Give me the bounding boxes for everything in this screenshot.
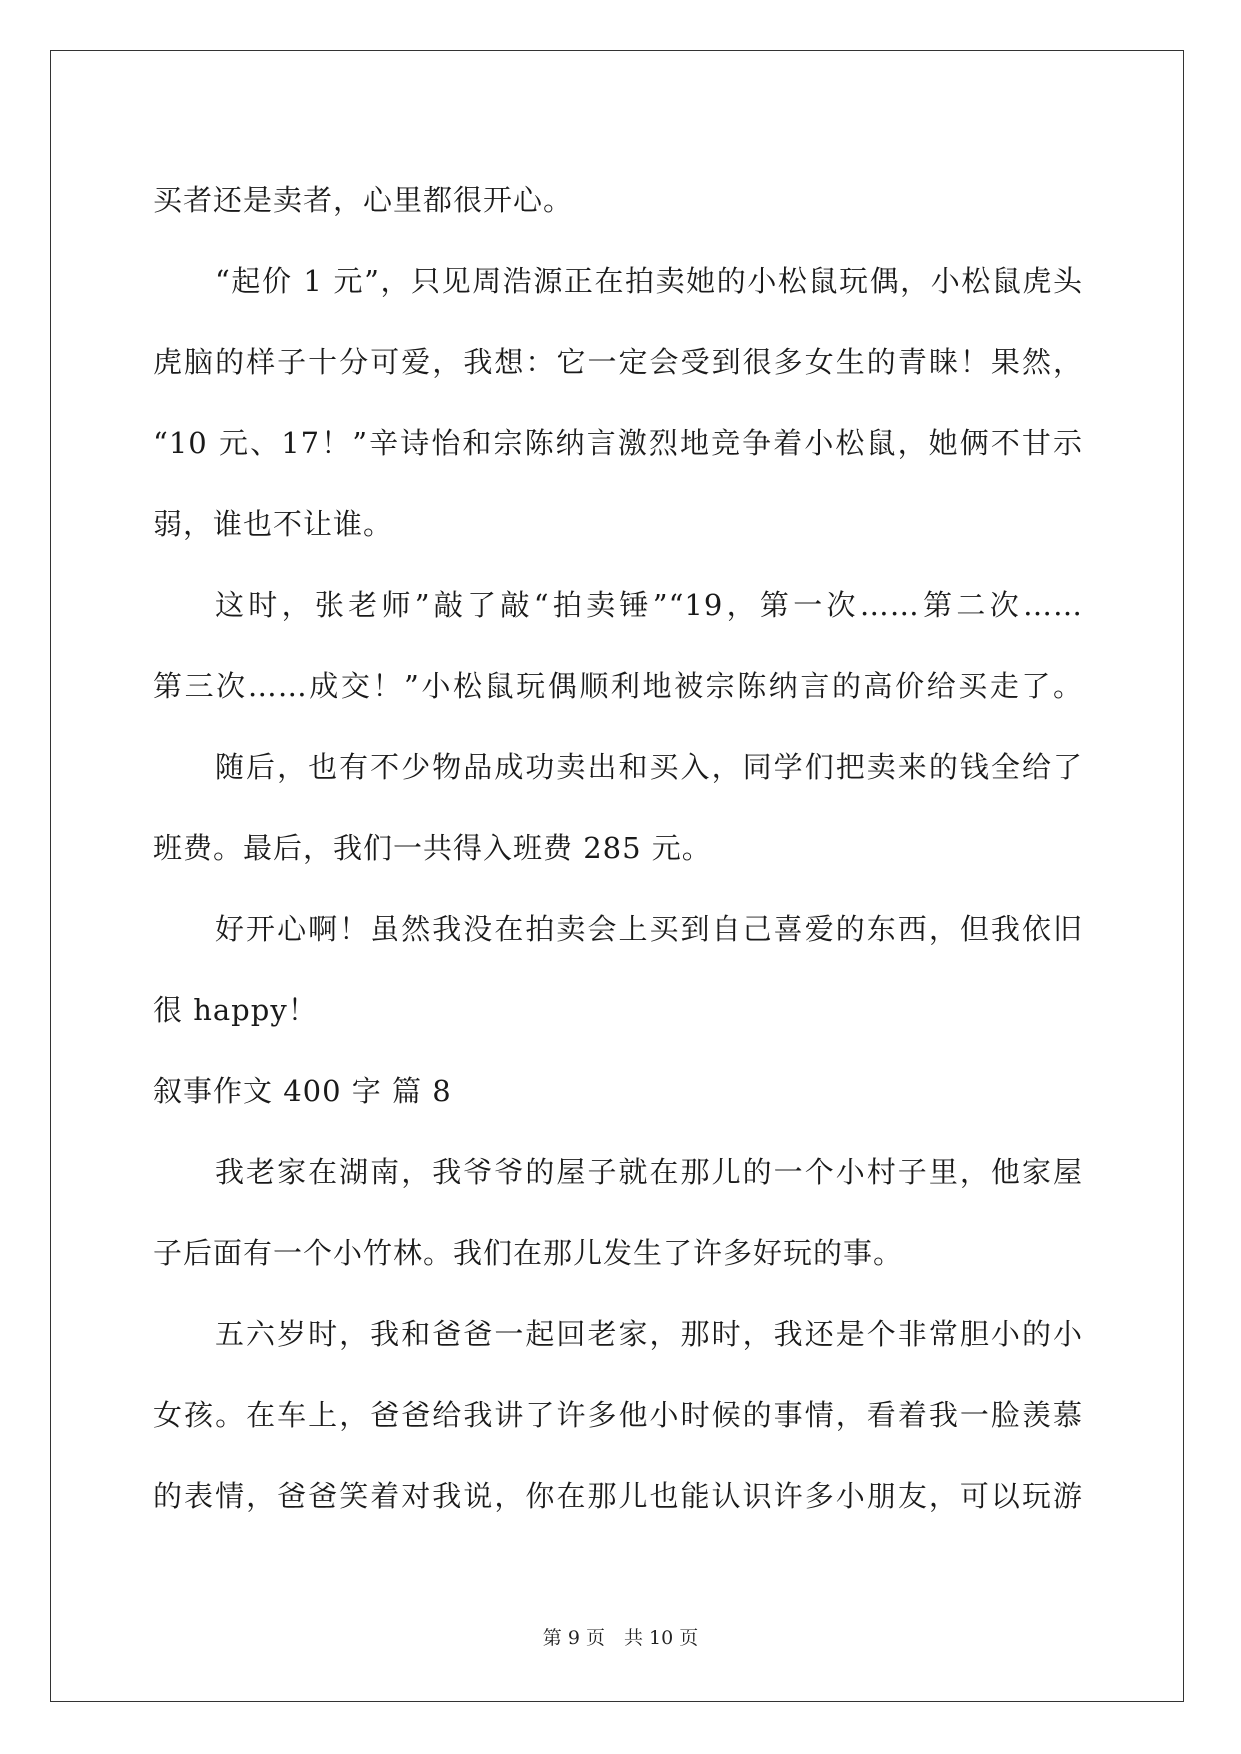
text-line: “起价 1 元”，只见周浩源正在拍卖她的小松鼠玩偶，小松鼠虎头 [215, 264, 1083, 298]
text-line: 买者还是卖者，心里都很开心。 [153, 183, 574, 217]
text-line: 第三次……成交！”小松鼠玩偶顺利地被宗陈纳言的高价给买走了。 [153, 669, 1083, 703]
text-line: 的表情，爸爸笑着对我说，你在那儿也能认识许多小朋友，可以玩游 [153, 1479, 1083, 1513]
page-number: 第 9 页 共 10 页 [542, 1627, 699, 1649]
text-line: 五六岁时，我和爸爸一起回老家，那时，我还是个非常胆小的小 [215, 1317, 1083, 1351]
text-line: “10 元、17！”辛诗怡和宗陈纳言激烈地竞争着小松鼠，她俩不甘示 [153, 426, 1083, 460]
text-line: 班费。最后，我们一共得入班费 285 元。 [153, 831, 712, 865]
text-line: 这时，张老师”敲了敲“拍卖锤”“19，第一次……第二次…… [215, 588, 1083, 622]
text-line: 虎脑的样子十分可爱，我想：它一定会受到很多女生的青睐！果然， [153, 345, 1083, 379]
text-line: 随后，也有不少物品成功卖出和买入，同学们把卖来的钱全给了 [215, 750, 1083, 784]
text-line: 我老家在湖南，我爷爷的屋子就在那儿的一个小村子里，他家屋 [215, 1155, 1083, 1189]
text-line: 女孩。在车上，爸爸给我讲了许多他小时候的事情，看着我一脸羡慕 [153, 1398, 1083, 1432]
text-line: 好开心啊！虽然我没在拍卖会上买到自己喜爱的东西，但我依旧 [215, 912, 1083, 946]
document-body [153, 160, 1083, 1537]
text-line: 很 happy！ [153, 993, 318, 1027]
section-heading: 叙事作文 400 字 篇 8 [153, 1074, 452, 1108]
text-line: 子后面有一个小竹林。我们在那儿发生了许多好玩的事。 [153, 1236, 904, 1270]
text-line: 弱，谁也不让谁。 [153, 507, 394, 541]
